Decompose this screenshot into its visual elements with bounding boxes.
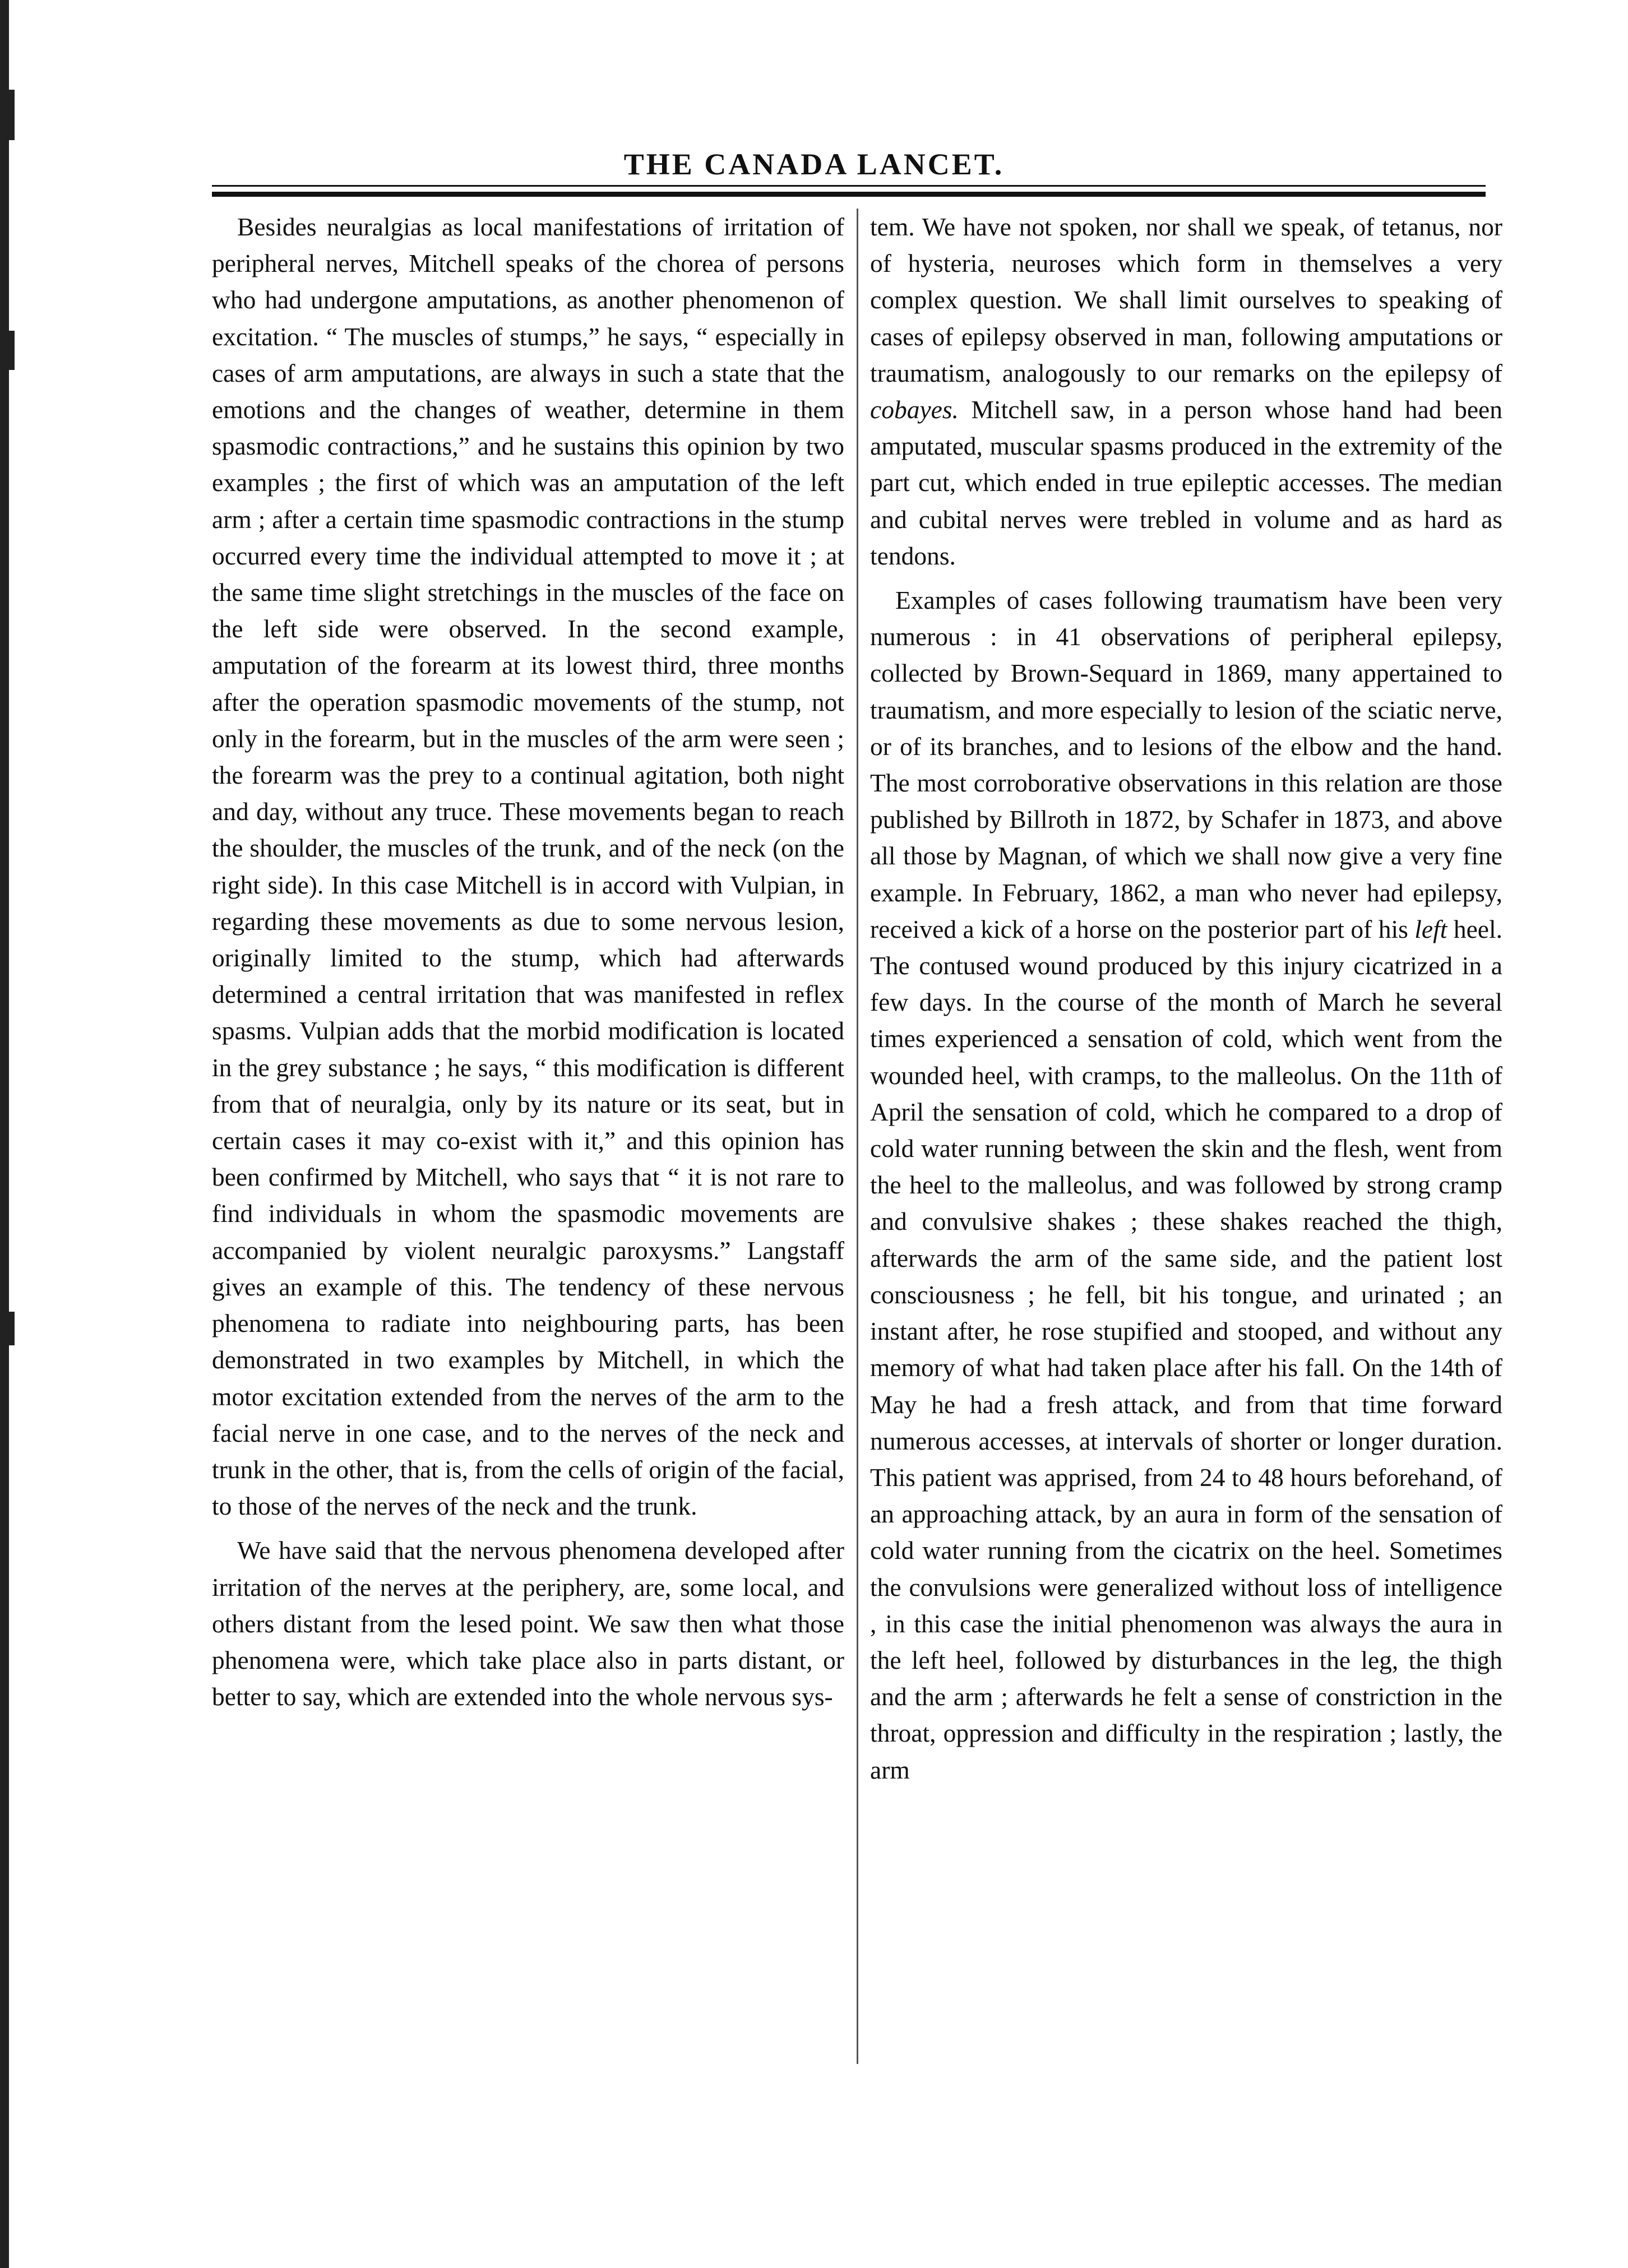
edge-mark bbox=[2, 331, 15, 370]
header-rule-thick bbox=[212, 192, 1486, 197]
running-header: THE CANADA LANCET. bbox=[623, 147, 1005, 181]
left-paragraph: Besides neuralgias as local manifestations of irritation of peripheral nerves, Mitchell speaks of the chorea of persons who had undergone amputations, as another phenomenon of excitation. “ The muscles of stumps,” he says, “ especially in cases of arm amputations, are always in such a state that the emotions and the changes of weather, determine in them spasmodic contractions,” and he sustains this opinion by two examples ; the first of which was an amputation of the left arm ; after a certain time spasmodic contractions in the stump occurred every time the individual attempted to move it ; at the same time slight stretchings in the muscles of the face on the left side were observed. In the second example, amputation of the forearm at its lowest third, three months after the operation spasmodic movements of the stump, not only in the forearm, but in the muscles of the arm were seen ; the forearm was the prey to a continual agitation, both night and day, without any truce. These movements began to reach the shoulder, the muscles of the trunk, and of the neck (on the right side). In this case Mitchell is in accord with Vulpian, in regarding these movements as due to some nervous lesion, originally limited to the stump, which had afterwards determined a central irritation that was manifested in reflex spasms. Vulpian adds that the morbid modification is located in the grey substance ; he says, “ this modification is different from that of neuralgia, only by its nature or its seat, but in certain cases it may co-exist with it,” and this opinion has been confirmed by Mitchell, who says that “ it is not rare to find individuals in whom the spasmodic movements are accompanied by violent neuralgic paroxysms.” Langstaff gives an example of this. The tendency of these nervous phenomena to radiate into neighbouring parts, has been demonstrated in two examples by Mitchell, in which the motor excitation extended from the nerves of the arm to the facial nerve in one case, and to the nerves of the neck and trunk in the other, that is, from the cells of origin of the facial, to those of the nerves of the neck and the trunk. bbox=[212, 212, 844, 1521]
edge-mark bbox=[2, 90, 15, 140]
paragraph-text: Examples of cases following traumatism have been very numerous : in 41 observations of peripheral epilepsy, collected by Brown-Sequard in 1869, many appertained to traumatism, and more especially to lesion of the sciatic nerve, or of its branches, and to lesions of the elbow and the hand. The most corroborative observations in this relation are those published by Billroth in 1872, by Schafer in 1873, and above all those by Magnan, of which we shall now give a very fine example. In February, 1862, a man who never had epilepsy, received a kick of a horse on the posterior part of his bbox=[870, 586, 1502, 943]
edge-mark bbox=[2, 1312, 15, 1345]
column-divider bbox=[857, 209, 858, 2064]
continuation-text: tem. We have not spoken, nor shall we speak, of tetanus, nor of hysteria, neuroses which form in themselves a very complex question. We shall limit ourselves to speaking of cases of epilepsy observed in man, following amputations or traumatism, analogously to our remarks on the epilepsy of bbox=[870, 212, 1502, 387]
right-paragraph bbox=[870, 582, 1502, 1788]
paragraph-text: heel. The contused wound produced by this injury cicatrized in a few days. In the course of the month of March he several times experienced a sensation of cold, which went from the wounded heel, with cramps, to the malleolus. On the 11th of April the sensation of cold, which he compared to a drop of cold water running between the skin and the flesh, went from the heel to the malleolus, and was followed by strong cramp and convulsive shakes ; these shakes reached the thigh, afterwards the arm of the same side, and the patient lost consciousness ; he fell, bit his tongue, and urinated ; an instant after, he rose stupified and stooped, and without any memory of what had taken place after his fall. On the 14th of May he had a fresh attack, and from that time forward numerous accesses, at intervals of shorter or longer duration. This patient was apprised, from 24 to 48 hours beforehand, of an approaching attack, by an aura in form of the sensation of cold water running from the cicatrix on the heel. Sometimes the convulsions were generalized without loss of intelligence , in this case the initial phenomenon was always the aura in the left heel, followed by disturbances in the leg, the thigh and the arm ; afterwards he felt a sense of constriction in the throat, oppression and difficulty in the respiration ; lastly, the arm bbox=[870, 914, 1502, 1784]
italic-term: left bbox=[1414, 914, 1447, 943]
left-paragraph: We have said that the nervous phenomena developed after irritation of the nerves at the periphery, are, some local, and others distant from the lesed point. We saw then what those phenomena were, which take place also in parts distant, or better to say, which are extended into the whole nervous sys- bbox=[212, 1536, 844, 1711]
right-column bbox=[870, 209, 1502, 2086]
header-rule-thin bbox=[212, 185, 1486, 187]
left-column bbox=[212, 209, 844, 2086]
italic-term: cobayes. bbox=[870, 395, 959, 424]
right-continuation-paragraph bbox=[870, 209, 1502, 574]
continuation-text: Mitchell saw, in a person whose hand had been amputated, muscular spasms produced in the extremity of the part cut, which ended in true epileptic accesses. The median and cubital nerves were trebled in volume and as hard as tendons. bbox=[870, 395, 1502, 570]
